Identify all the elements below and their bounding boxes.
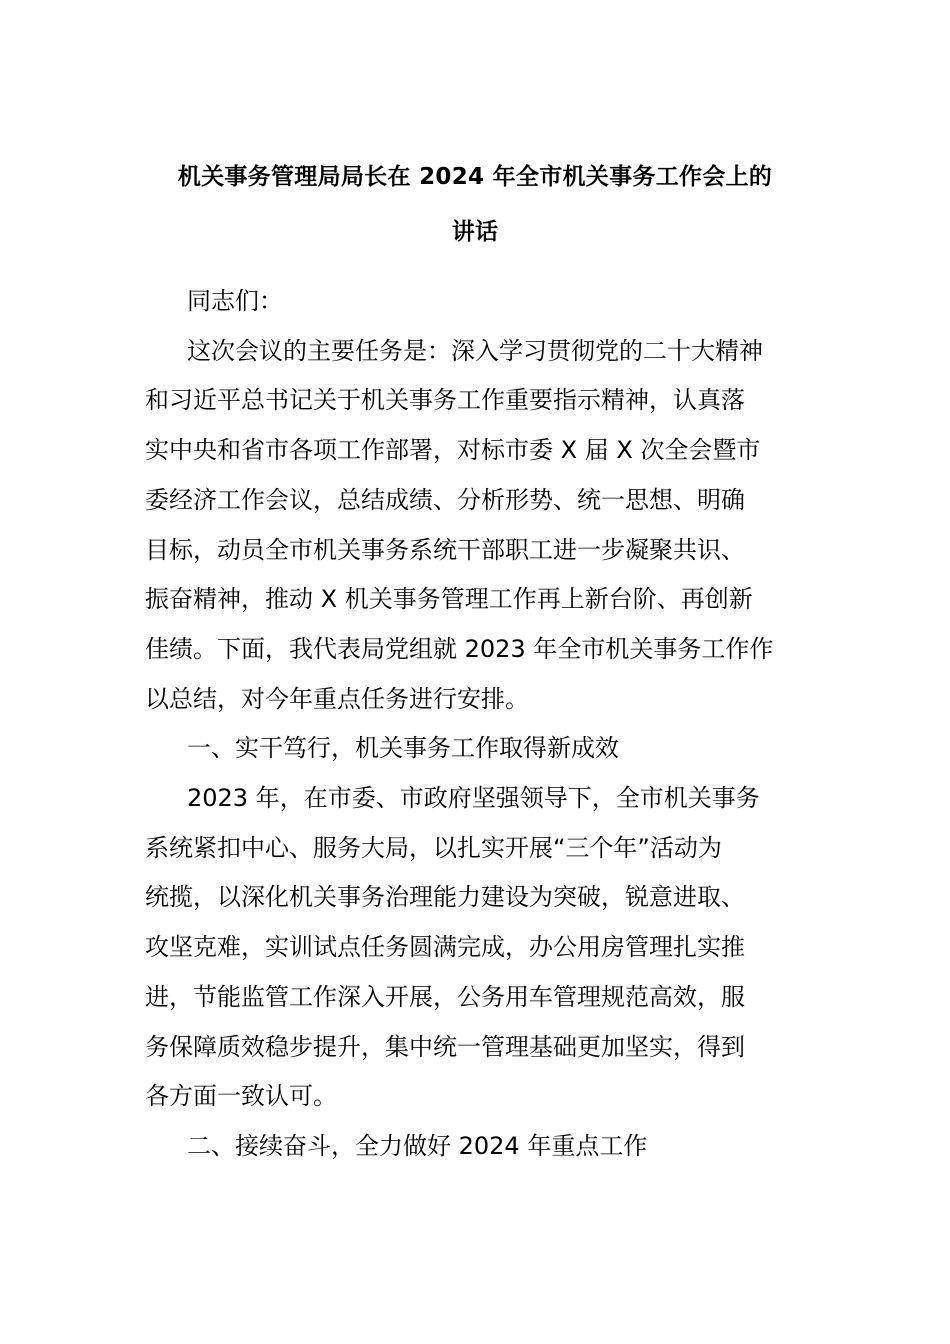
paragraph-line: 二、接续奋斗，全力做好 2024 年重点工作: [187, 1131, 648, 1160]
paragraph-line: 以总结，对今年重点任务进行安排。: [145, 684, 529, 713]
intro-paragraph: [145, 327, 815, 725]
paragraph-line: 实中央和省市各项工作部署，对标市委 X 届 X 次全会暨市: [145, 436, 761, 465]
paragraph-line: 这次会议的主要任务是：深入学习贯彻党的二十大精神: [187, 336, 763, 365]
paragraph-line: 委经济工作会议，总结成绩、分析形势、统一思想、明确: [145, 485, 745, 514]
paragraph-line: 进，节能监管工作深入开展，公务用车管理规范高效，服: [145, 982, 745, 1011]
paragraph-line: 2023 年，在市委、市政府坚强领导下，全市机关事务: [187, 784, 760, 813]
paragraph-line: 统揽，以深化机关事务治理能力建设为突破，锐意进取、: [145, 883, 745, 912]
paragraph-line: 同志们：: [187, 287, 283, 315]
paragraph-line: 各方面一致认可。: [145, 1082, 337, 1111]
paragraph-line: 务保障质效稳步提升，集中统一管理基础更加坚实，得到: [145, 1032, 745, 1061]
title-line: 机关事务管理局局长在 2024 年全市机关事务工作会上的: [177, 164, 773, 190]
salutation-paragraph: [145, 277, 815, 327]
document-body: [145, 277, 815, 1172]
paragraph-line: 佳绩。下面，我代表局党组就 2023 年全市机关事务工作作: [145, 634, 774, 663]
section-1-paragraph: [145, 774, 815, 1122]
section-heading-1: [145, 724, 815, 774]
paragraph-line: 攻坚克难，实训试点任务圆满完成，办公用房管理扎实推: [145, 933, 745, 962]
document-title: [145, 150, 805, 260]
section-heading-2: [145, 1122, 815, 1172]
paragraph-line: 目标，动员全市机关事务系统干部职工进一步凝聚共识、: [145, 535, 745, 564]
title-line: 讲话: [451, 219, 499, 245]
paragraph-line: 一、实干笃行，机关事务工作取得新成效: [187, 734, 619, 763]
paragraph-line: 系统紧扣中心、服务大局，以扎实开展“三个年”活动为: [145, 833, 722, 862]
paragraph-line: 和习近平总书记关于机关事务工作重要指示精神，认真落: [145, 386, 745, 415]
paragraph-line: 振奋精神，推动 X 机关事务管理工作再上新台阶、再创新: [145, 585, 753, 614]
